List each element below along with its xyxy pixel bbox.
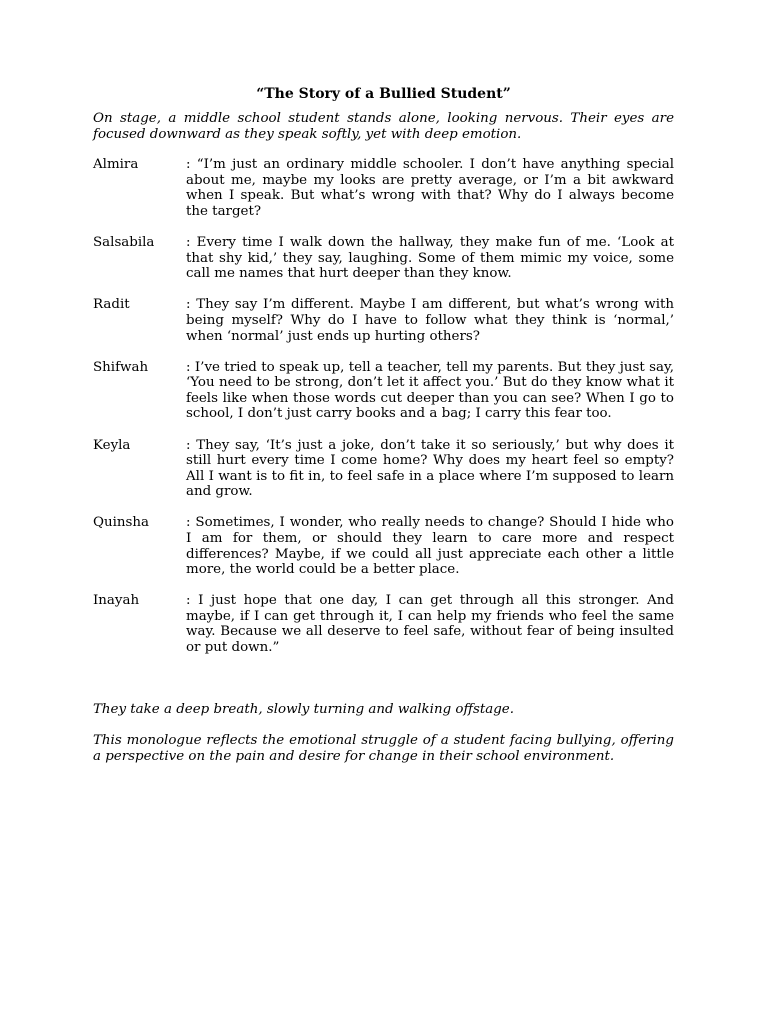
document-title: “The Story of a Bullied Student” bbox=[256, 86, 511, 102]
speaker-name: Salsabila bbox=[93, 235, 155, 251]
dialogue-line-quinsha bbox=[93, 515, 674, 577]
speech-text: : Sometimes, I wonder, who really needs to change? Should I hide who I am for them, or should they learn to care more and respect differences? Maybe, if we could all just appreciate each other a little more, the world could be a better place. bbox=[186, 515, 674, 578]
dialogue-list bbox=[93, 157, 674, 655]
opening-stage-direction: On stage, a middle school student stands alone, looking nervous. Their eyes are focused downward as they speak softly, yet with deep emotion. bbox=[93, 111, 674, 142]
dialogue-line-shifwah bbox=[93, 360, 674, 422]
dialogue-line-inayah bbox=[93, 593, 674, 655]
closing-stage-direction: They take a deep breath, slowly turning and walking offstage. bbox=[93, 702, 514, 718]
speech-text: : They say I’m different. Maybe I am different, but what’s wrong with being myself? Why do I have to follow what they think is ‘normal,’ when ‘normal’ just ends up hurting others? bbox=[186, 297, 674, 344]
dialogue-line-keyla bbox=[93, 438, 674, 500]
speaker-name: Quinsha bbox=[93, 515, 149, 531]
speech-text: : They say, ‘It’s just a joke, don’t take it so seriously,’ but why does it still hurt every time I come home? Why does my heart feel so empty? All I want is to fit in, to feel safe in a place where I’m supposed to learn and grow. bbox=[186, 437, 674, 500]
speaker-name: Shifwah bbox=[93, 359, 149, 375]
speech-text: : “I’m just an ordinary middle schooler. I don’t have anything special about me, maybe my looks are pretty average, or I’m a bit awkward when I speak. But what’s wrong with that? Why do I always become the target? bbox=[186, 157, 674, 219]
speaker-name: Keyla bbox=[93, 437, 131, 453]
blank-space bbox=[93, 671, 674, 702]
dialogue-line-radit bbox=[93, 297, 674, 344]
closing-note: This monologue reflects the emotional struggle of a student facing bullying, offering a perspective on the pain and desire for change in their school environment. bbox=[93, 733, 674, 764]
dialogue-line-salsabila bbox=[93, 235, 674, 282]
speech-text: : Every time I walk down the hallway, they make fun of me. ‘Look at that shy kid,’ they say, laughing. Some of them mimic my voice, some call me names that hurt deeper than they know. bbox=[186, 235, 674, 282]
speaker-name: Radit bbox=[93, 297, 130, 313]
speaker-name: Inayah bbox=[93, 593, 140, 609]
speech-text: : I’ve tried to speak up, tell a teacher, tell my parents. But they just say, ‘You need to be strong, don’t let it affect you.’ But do they know what it feels like when those words cut deeper than you can see? When I go to school, I don’t just carry books and a bag; I carry this fear too. bbox=[186, 359, 674, 422]
dialogue-line-almira bbox=[93, 157, 674, 219]
speech-text: : I just hope that one day, I can get through all this stronger. And maybe, if I can get through it, I can help my friends who feel the same way. Because we all deserve to feel safe, without fear of being insulted or put down.” bbox=[186, 593, 674, 656]
speaker-name: Almira bbox=[93, 157, 139, 173]
